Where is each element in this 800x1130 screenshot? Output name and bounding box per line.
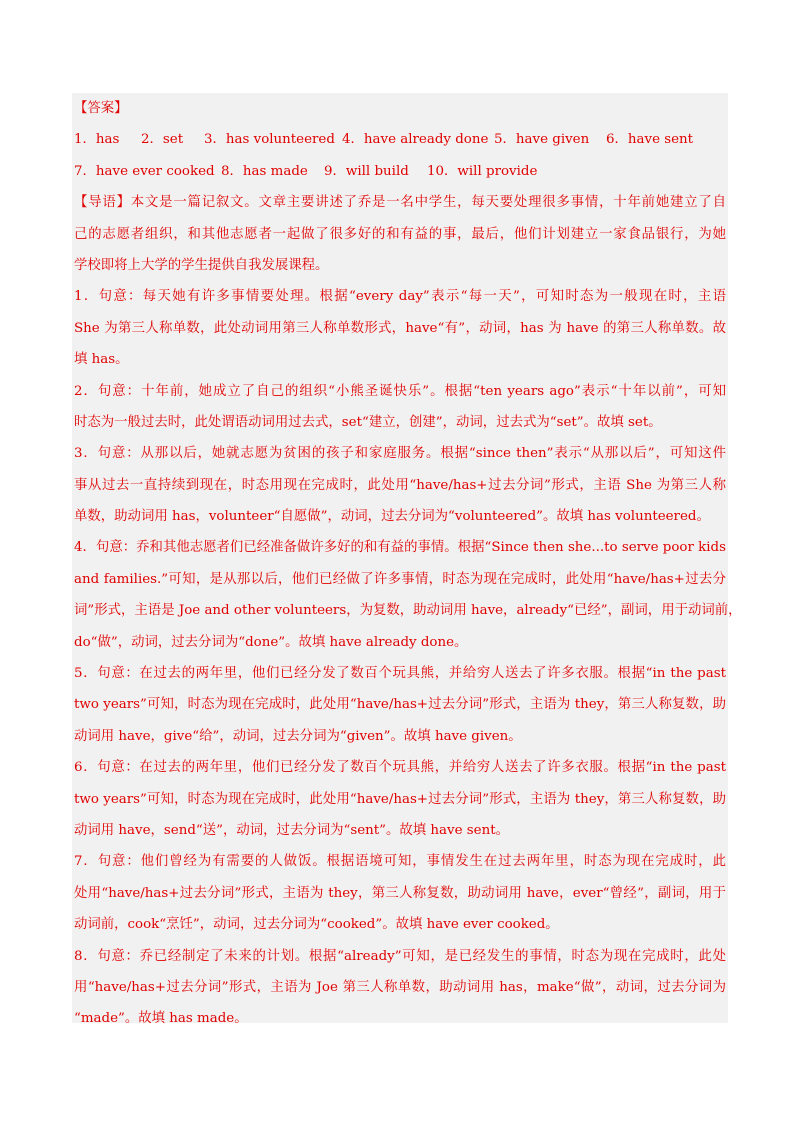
guide-line: 学校即将上大学的学生提供自我发展课程。	[74, 257, 329, 273]
answer-heading: 【答案】	[74, 101, 128, 116]
explanation-6-line: two years”可知，时态为现在完成时，此处用“have/has+过去分词”形式，主语为 they，第三人称复数，助	[74, 791, 726, 807]
answer-10: 10．will provide	[427, 163, 538, 179]
explanation-8-line: 用“have/has+过去分词”形式，主语为 Joe 第三人称单数，助动词用 has，make“做”，动词，过去分词为	[74, 979, 726, 995]
explanation-2-line: 时态为一般过去时，此处谓语动词用过去式，set“建立，创建”，动词，过去式为“set”。故填 set。	[74, 414, 662, 430]
explanation-3-line: 单数，助动词用 has，volunteer“自愿做”，动词，过去分词为“volunteered”。故填 has volunteered。	[74, 509, 710, 525]
explanation-7-line: 处用“have/has+过去分词”形式，主语为 they，第三人称复数，助动词用 have，ever“曾经”，副词，用于	[74, 885, 726, 901]
explanation-5-line: 5．句意：在过去的两年里，他们已经分发了数百个玩具熊，并给穷人送去了许多衣服。根据“in the past	[74, 666, 726, 682]
explanation-3-line: 事从过去一直持续到现在，时态用现在完成时，此处用“have/has+过去分词”形式，主语 She 为第三人称	[74, 477, 726, 493]
explanation-5-line: 动词用 have，give“给”，动词，过去分词为“given”。故填 have given。	[74, 728, 522, 744]
answer-7: 7．have ever cooked	[74, 163, 215, 179]
answer-6: 6．have sent	[606, 132, 694, 148]
answer-8: 8．has made	[221, 163, 308, 179]
explanation-3-line: 3．句意：从那以后，她就志愿为贫困的孩子和家庭服务。根据“since then”表示“从那以后”，可知这件	[74, 446, 726, 462]
explanation-4-line: and families.”可知，是从那以后，他们已经做了许多事情，时态为现在完成时，此处用“have/has+过去分	[74, 571, 726, 587]
explanation-1-line: 1．句意：每天她有许多事情要处理。根据“every day”表示“每一天”，可知时态为一般现在时，主语	[74, 289, 726, 305]
answer-4: 4．have already done	[342, 132, 489, 148]
explanation-5-line: two years”可知，时态为现在完成时，此处用“have/has+过去分词”形式，主语为 they，第三人称复数，助	[74, 697, 726, 713]
explanation-6-line: 动词用 have，send“送”，动词，过去分词为“sent”。故填 have sent。	[74, 822, 509, 838]
guide-line: 己的志愿者组织，和其他志愿者一起做了很多好的和有益的事，最后，他们计划建立一家食品银行，为她	[74, 226, 726, 242]
answer-row-1	[74, 124, 726, 155]
explanation-8-line: 8．句意：乔已经制定了未来的计划。根据“already”可知，是已经发生的事情，时态为现在完成时，此处	[74, 948, 726, 964]
explanation-7-line: 7．句意：他们曾经为有需要的人做饭。根据语境可知，事情发生在过去两年里，时态为现在完成时，此	[74, 854, 726, 870]
explanation-1-line: She 为第三人称单数，此处动词用第三人称单数形式，have“有”，动词，has 为 have 的第三人称单数。故	[74, 320, 726, 336]
explanation-4-line: do“做”，动词，过去分词为“done”。故填 have already done。	[74, 634, 468, 650]
guide-line: 【导语】本文是一篇记叙文。文章主要讲述了乔是一名中学生，每天要处理很多事情，十年前她建立了自	[74, 195, 726, 211]
answer-3: 3．has volunteered	[204, 132, 335, 148]
explanation-4-line: 4．句意：乔和其他志愿者们已经准备做许多好的和有益的事情。根据“Since then she...to serve poor kids	[74, 540, 726, 556]
explanation-4-line: 词”形式，主语是 Joe and other volunteers，为复数，助动词用 have，already“已经”，副词，用于动词前，	[74, 603, 742, 619]
explanation-6-line: 6．句意：在过去的两年里，他们已经分发了数百个玩具熊，并给穷人送去了许多衣服。根据“in the past	[74, 760, 726, 776]
answer-2: 2．set	[141, 132, 184, 148]
answer-content	[74, 93, 742, 1035]
explanation-7-line: 动词前，cook“烹饪”，动词，过去分词为“cooked”。故填 have ever cooked。	[74, 917, 559, 933]
answer-1: 1．has	[74, 132, 120, 148]
explanation-8-line: “made”。故填 has made。	[74, 1011, 248, 1027]
explanation-1-line: 填 has。	[74, 352, 129, 368]
answer-9: 9．will build	[324, 163, 409, 179]
answer-5: 5．have given	[494, 132, 590, 148]
explanation-2-line: 2．句意：十年前，她成立了自己的组织“小熊圣诞快乐”。根据“ten years ago”表示“十年以前”，可知	[74, 383, 726, 399]
answer-row-2	[74, 156, 726, 187]
